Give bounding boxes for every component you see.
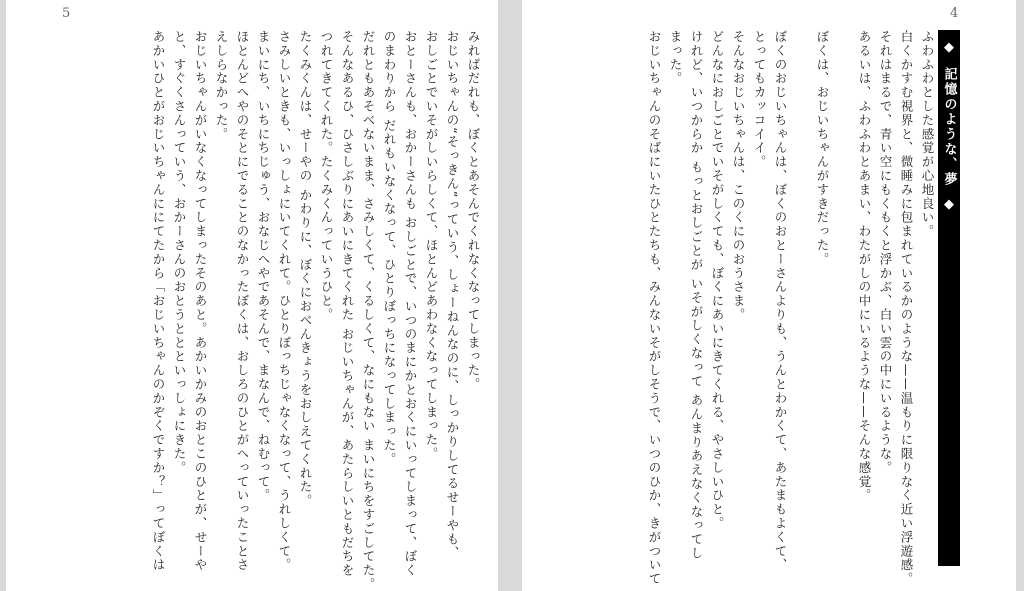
- text-line: まった。: [668, 30, 683, 86]
- text-line: だれともあそべないまま、さみしくて、くるしくて、なにもない まいにちをすごしてた。: [361, 30, 376, 591]
- text-line: おじいちゃんのそばにいたひとたちも、みんないそがしそうで、いつのひか、きがついて: [647, 30, 662, 586]
- page-number: 5: [62, 6, 71, 21]
- text-line: [791, 30, 812, 580]
- diamond-icon: ◆: [941, 40, 957, 57]
- text-line: けれど、いつからか もっとおしごとが いそがしくなって あんまりあえなくなってし: [689, 30, 704, 561]
- text-line: おしごとでいそがしいらしくて、ほとんどあわなくなってしまった。: [424, 30, 439, 461]
- text-line: と、すぐくさんっていう、おかーさんのおとうととといっしょにきた。: [172, 30, 187, 475]
- page-number: 4: [950, 6, 959, 21]
- text-line: つれてきてくれた。たくみくんっていうひと。: [319, 30, 334, 322]
- text-line: のまわりから だれもいなくなって、ひとりぼっちになってしまった。: [382, 30, 397, 467]
- text-line: ほとんどへやのそとにでることのなかったぼくは、おしろのひとがへっていったことさ: [235, 30, 250, 573]
- body-text: [608, 30, 938, 586]
- text-line: えしらなかった。: [214, 30, 229, 142]
- text-line: それはまるで、青い空にもくもくと浮かぶ、白い雲の中にいるような。: [878, 30, 893, 475]
- text-line: おじいちゃんの“そっきん”っていう、しょーねんなのに、しっかりしてるせーやも、: [445, 30, 460, 561]
- text-line: とってもカッコイイ。: [752, 30, 767, 169]
- chapter-heading-bar: [938, 30, 960, 566]
- text-line: おとーさんも、おかーさんも おしごとで、いつのまにかとおくにいってしまって、ぼく: [403, 30, 418, 578]
- text-line: ぼくのおじいちゃんは、ぼくのおとーさんよりも、うんとわかくて、あたまもよくて、: [773, 30, 788, 573]
- text-line: あかいひとがおじいちゃんににてたから「おじいちゃんのかぞくですか？」ってぼくは: [151, 30, 166, 573]
- text-line: [833, 30, 854, 580]
- text-line: ぼくは、おじいちゃんがすきだった。: [815, 30, 830, 267]
- body-text: [64, 30, 484, 591]
- text-line: どんなにおしごとでいそがしくても、ぼくにあいにきてくれる、やさしいひと。: [710, 30, 725, 531]
- text-line: そんなあるひ、ひさしぶりにあいにきてくれた おじいちゃんが、あたらしいともだちを: [340, 30, 355, 578]
- text-line: まいにち、いちにちじゅう、おなじへやであそんで、まなんで、ねむって。: [256, 30, 271, 503]
- chapter-title: 記憶のような、夢: [941, 67, 957, 187]
- text-line: たくみくんは、せーやの かわりに、ぼくにおべんきょうをおしえてくれた。: [298, 30, 313, 508]
- text-line: みればだれも、ぼくとあそんでくれなくなってしまった。: [466, 30, 481, 392]
- text-line: おじいちゃんがいなくなってしまったそのあと。あかいかみのおとこのひとが、せーや: [193, 30, 208, 573]
- text-line: さみしいときも、いっしょにいてくれて。ひとりぼっちじゃなくなって、うれしくて。: [277, 30, 292, 573]
- diamond-icon: ◆: [941, 197, 957, 214]
- text-line: 白くかすむ視界と、微睡みに包まれているかのような——温もりに限りなく近い浮遊感。: [899, 30, 914, 586]
- left-page: [6, 0, 498, 591]
- text-line: あるいは、ふわふわとあまい、わたがしの中にいるような——そんな感覚。: [857, 30, 872, 503]
- text-line: そんなおじいちゃんは、このくにのおうさま。: [731, 30, 746, 322]
- right-page: [522, 0, 1016, 591]
- text-line: ふわふわとした感覚が心地良い。: [920, 30, 935, 239]
